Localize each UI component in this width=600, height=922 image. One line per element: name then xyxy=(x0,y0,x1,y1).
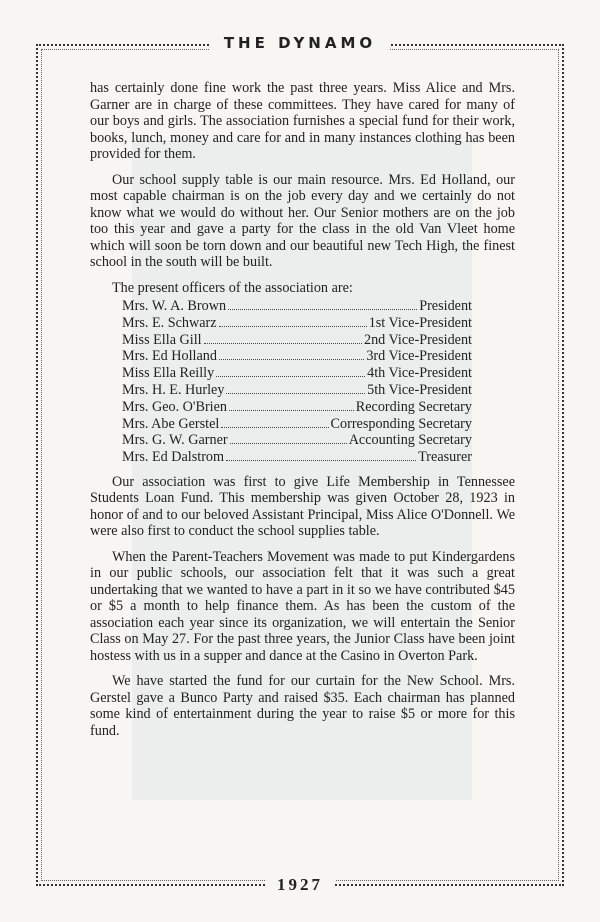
officer-name: Miss Ella Gill xyxy=(122,331,202,348)
leader-dots xyxy=(219,326,367,327)
officer-row xyxy=(122,365,472,382)
officer-role: President xyxy=(419,298,472,314)
paragraph-1: has certainly done fine work the past three years. Miss Alice and Mrs. Garner are in charge of these committees. They have cared for many of our boys and girls. The association furnishes a special fund for their work, books, lunch, money and care for and in many instances clothing has been provided for them. xyxy=(90,80,515,162)
officer-row xyxy=(122,298,472,315)
officer-row xyxy=(122,432,472,449)
leader-dots xyxy=(230,443,347,444)
leader-dots xyxy=(204,343,362,344)
page-header xyxy=(0,34,600,53)
leader-dots xyxy=(226,393,365,394)
leader-dots xyxy=(216,376,365,377)
officer-name: Miss Ella Reilly xyxy=(122,365,215,382)
officer-name: Mrs. G. W. Garner xyxy=(122,432,228,449)
officer-row xyxy=(122,315,472,332)
officer-role: Treasurer xyxy=(418,449,472,466)
officer-name: Mrs. Ed Dalstrom xyxy=(122,449,225,466)
leader-dots xyxy=(229,410,354,411)
publication-title: THE DYNAMO xyxy=(210,34,390,52)
paragraph-5: When the Parent-Teachers Movement was made to put Kindergardens in our public schools, our association felt that it was such a great undertaking that we wanted to have a part in it so we have contributed $45 or $5 a month to help finance them. As has been the custom of the association each year since its organization, we will entertain the Senior Class on May 27. For the past three years, the Junior Class have been joint hostess with us in a supper and dance at the Casino in Overton Park. xyxy=(90,548,515,664)
officer-role: Corresponding Secretary xyxy=(330,415,472,432)
article-body xyxy=(90,80,515,748)
officer-role: 1st Vice-President xyxy=(368,314,472,331)
officer-row xyxy=(122,382,472,399)
paragraph-officers-intro: The present officers of the association are: xyxy=(112,279,353,296)
officer-name: Mrs. Abe Gerstel xyxy=(122,415,220,432)
officer-role: 3rd Vice-President xyxy=(366,348,472,365)
leader-dots xyxy=(219,359,364,360)
officer-row xyxy=(122,348,472,365)
leader-dots xyxy=(226,460,416,461)
page-footer xyxy=(0,875,600,895)
officer-name: Mrs. E. Schwarz xyxy=(122,314,217,331)
officer-role: 5th Vice-President xyxy=(367,381,472,398)
officer-role: 2nd Vice-President xyxy=(363,331,472,348)
paragraph-2: Our school supply table is our main resource. Mrs. Ed Holland, our most capable chairman is on the job every day and we certainly do not know what we would do without her. Our Senior mothers are on the job too this year and gave a party for the class in the old Van Vleet home which will soon be torn down and our beautiful new Tech High, the finest school in the south will be built. xyxy=(90,171,515,270)
officer-row xyxy=(122,449,472,466)
officers-list xyxy=(90,298,515,466)
footer-year: 1927 xyxy=(265,875,335,895)
officer-name: Mrs. Geo. O'Brien xyxy=(122,398,228,415)
officer-name: Mrs. W. A. Brown xyxy=(122,298,227,314)
paragraph-6: We have started the fund for our curtain for the New School. Mrs. Gerstel gave a Bunco Party and raised $35. Each chairman has planned some kind of entertainment during the year to raise $5 or more for this fund. xyxy=(90,673,515,739)
officer-row xyxy=(122,399,472,416)
officer-name: Mrs. H. E. Hurley xyxy=(122,381,225,398)
leader-dots xyxy=(228,309,417,310)
officer-row xyxy=(122,416,472,433)
leader-dots xyxy=(221,427,328,428)
officer-role: Accounting Secretary xyxy=(348,432,472,449)
officer-name: Mrs. Ed Holland xyxy=(122,348,217,365)
officer-role: Recording Secretary xyxy=(355,398,472,415)
paragraph-4: Our association was first to give Life Membership in Tennessee Students Loan Fund. This membership was given October 28, 1923 in honor of and to our beloved Assistant Principal, Miss Alice O'Donnell. We were also first to conduct the school supplies table. xyxy=(90,473,515,540)
officer-row xyxy=(122,332,472,349)
officer-role: 4th Vice-President xyxy=(367,365,472,382)
